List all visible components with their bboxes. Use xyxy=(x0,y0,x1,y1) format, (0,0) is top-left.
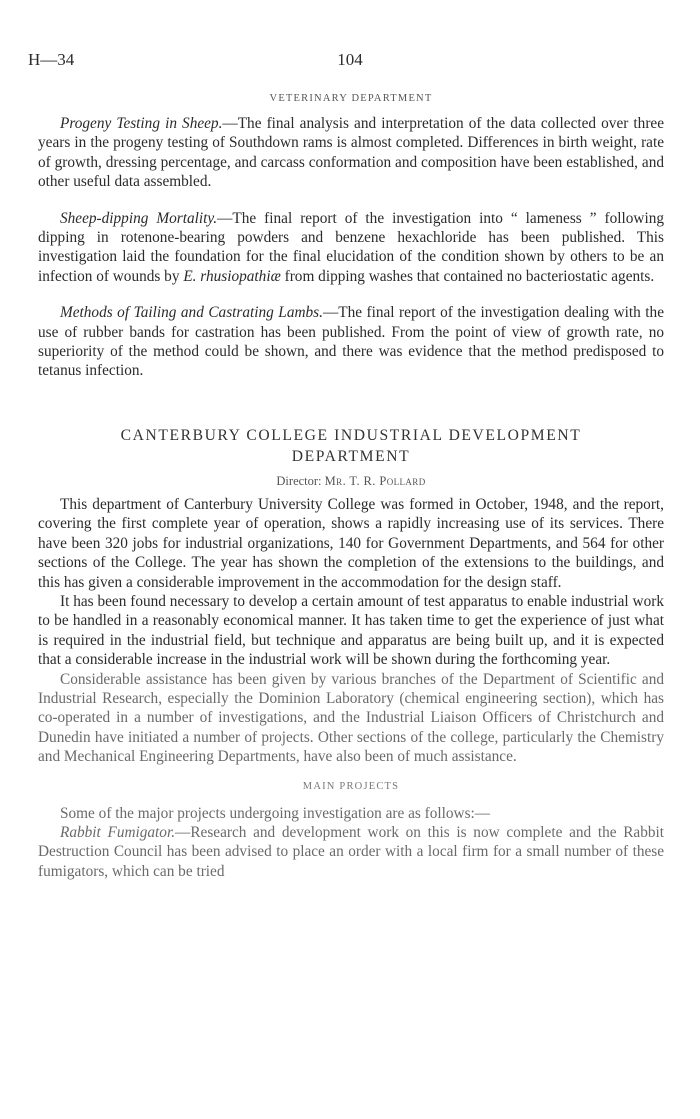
paragraph-text: —The final report of the investigation into “ lameness ” following dipping in rotenone-bearing powders and benzene hexachloride has been published. This investigation laid the foundation for the final elucidation of the condition shown by others to be an infection of wounds by xyxy=(38,209,664,285)
paragraph-text: —Research and development work on this is now complete and the Rabbit Destruction Council has been advised to place an order with a local firm for a small number of these fumigators, which can be tried xyxy=(38,823,664,880)
paragraph-tailing-castrating xyxy=(38,303,664,381)
department-title xyxy=(38,425,664,467)
page-reference: H—34 xyxy=(28,50,75,69)
paragraph-progeny-testing xyxy=(38,114,664,192)
run-in-heading: Sheep-dipping Mortality. xyxy=(60,209,218,227)
director-name: Mr. T. R. Pollard xyxy=(324,473,426,488)
paragraph-assistance: Considerable assistance has been given by various branches of the Department of Scientific and Industrial Research, especially the Dominion Laboratory (chemical engineering section), which has co-operated in a number of investigations, and the Industrial Liaison Officers of Christchurch and Dunedin have initiated a number of projects. Other sections of the college, particularly the Chemistry and Mechanical Engineering Departments, have also been of much assistance. xyxy=(38,670,664,766)
paragraph-rabbit-fumigator xyxy=(38,823,664,881)
paragraph-text: —The final report of the investigation dealing with the use of rubber bands for castration has been published. From the point of view of growth rate, no superiority of the method could be shown, and there was evidence that the method predisposed to tetanus infection. xyxy=(38,304,664,380)
section-heading-main-projects: MAIN PROJECTS xyxy=(302,780,400,792)
director-label: Director: xyxy=(276,473,325,488)
run-in-heading: Progeny Testing in Sheep. xyxy=(60,115,223,132)
page-header xyxy=(28,50,672,74)
run-in-heading: Rabbit Fumigator. xyxy=(60,823,176,841)
page-content xyxy=(38,93,664,881)
director-line xyxy=(38,474,664,489)
paragraph-text: from dipping washes that contained no bacteriostatic agents. xyxy=(280,267,655,285)
department-title-line: DEPARTMENT xyxy=(291,447,411,465)
italic-term: E. rhusiopathiæ xyxy=(183,267,281,285)
department-title-line: CANTERBURY COLLEGE INDUSTRIAL DEVELOPMENT xyxy=(120,426,582,444)
paragraph-department-intro: This department of Canterbury University College was formed in October, 1948, and the report, covering the first complete year of operation, shows a rapidly increasing use of its services. There have been 320 jobs for industrial organizations, 140 for Government Departments, and 564 for other sections of the College. The year has shown the completion of the extensions to the buildings, and this has given a considerable improvement in the accommodation for the design staff. xyxy=(38,495,664,591)
paragraph-sheep-dipping xyxy=(38,209,664,287)
run-in-heading: Methods of Tailing and Castrating Lambs. xyxy=(60,304,323,322)
paragraph-text: —The final analysis and interpretation of the data collected over three years in the progeny testing of Southdown rams is almost completed. Differences in birth weight, rate of growth, dressing percentage, and carcass conformation and composition have been established, and other useful data assembled. xyxy=(38,115,664,191)
section-heading-veterinary: VETERINARY DEPARTMENT xyxy=(269,93,433,104)
paragraph-projects-intro: Some of the major projects undergoing investigation are as follows:— xyxy=(60,804,491,822)
page-number: 104 xyxy=(337,50,363,69)
paragraph-test-apparatus: It has been found necessary to develop a certain amount of test apparatus to enable industrial work to be handled in a reasonably economical manner. It has taken time to get the experience of just what is required in the industrial field, but technique and apparatus are being built up, and it is expected that a considerable increase in the industrial work will be shown during the forthcoming year. xyxy=(38,592,664,669)
